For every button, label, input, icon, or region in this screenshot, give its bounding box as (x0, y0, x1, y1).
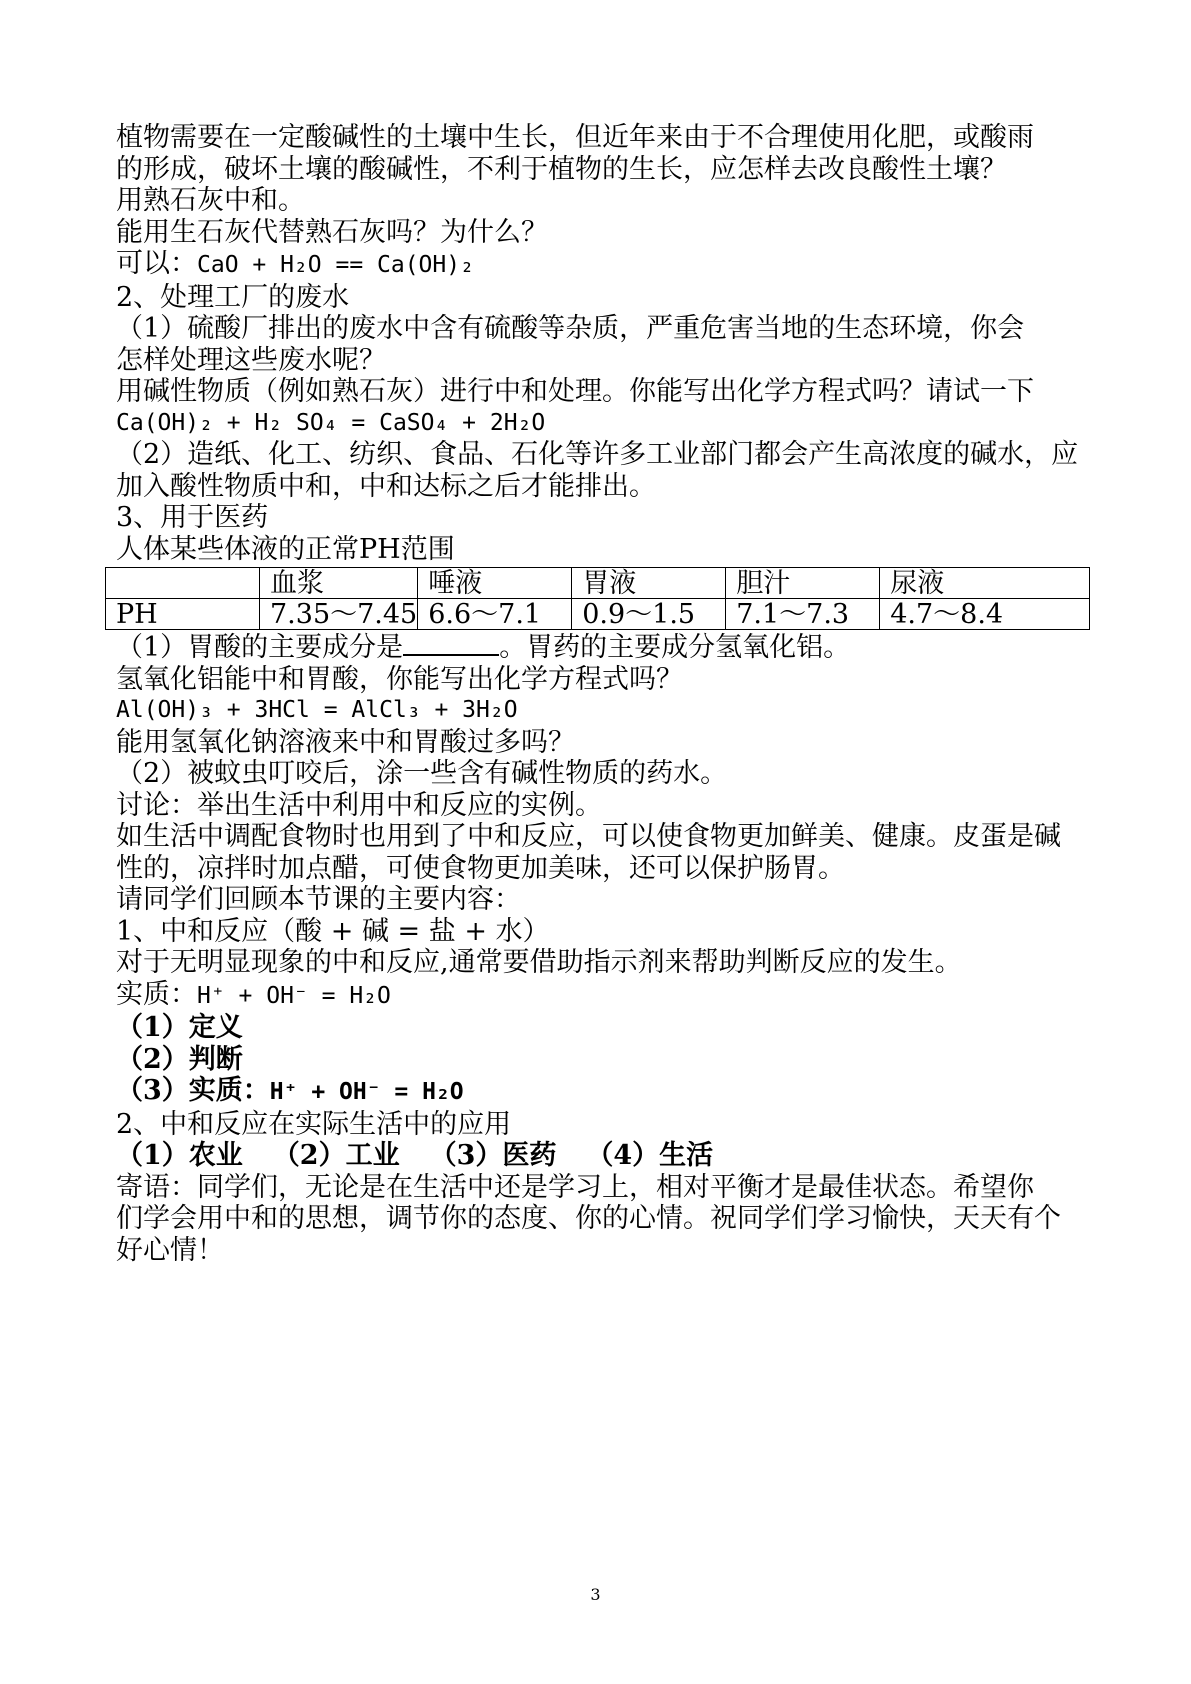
essence-prefix: 实质： (116, 978, 197, 1010)
table-row (106, 599, 1090, 630)
paragraph-line: 性的，凉拌时加点醋，可使食物更加美味，还可以保护肠胃。 (116, 852, 845, 884)
paragraph-line: 能用生石灰代替熟石灰吗？为什么？ (116, 216, 548, 248)
application-item: （2）工业 (272, 1140, 400, 1171)
essence-line (116, 979, 1094, 1013)
answer-blank (403, 632, 499, 656)
paragraph-line: （1）硫酸厂排出的废水中含有硫酸等杂质，严重危害当地的生态环境，你会 (116, 313, 1025, 344)
table-cell: 尿液 (880, 568, 1090, 599)
table-cell (106, 568, 260, 599)
table-cell: 0.9～1.5 (572, 599, 726, 630)
equation-line-cao (116, 248, 1094, 282)
closing-message-line: 寄语：同学们，无论是在生活中还是学习上，相对平衡才是最佳状态。希望你 (116, 1171, 1034, 1203)
equation-aloh3: Al(OH)₃ + 3HCl = AlCl₃ + 3H₂O (116, 697, 518, 723)
table-cell: 唾液 (418, 568, 572, 599)
table-cell: 胃液 (572, 568, 726, 599)
paragraph-line: 氢氧化铝能中和胃酸，你能写出化学方程式吗？ (116, 663, 683, 695)
closing-message-line: 们学会用中和的思想，调节你的态度、你的心情。祝同学们学习愉快，天天有个 (116, 1203, 1061, 1234)
bold-point-prefix: （3）实质： (116, 1075, 270, 1106)
question-line (116, 632, 1094, 664)
bold-point (116, 1075, 1094, 1109)
table-cell: 7.1～7.3 (726, 599, 880, 630)
table-cell: 6.6～7.1 (418, 599, 572, 630)
table-caption: 人体某些体液的正常PH范围 (116, 533, 455, 565)
table-header-row (106, 568, 1090, 599)
table-cell: 胆汁 (726, 568, 880, 599)
equation-essence-bold: H⁺ + OH⁻ = H₂O (269, 1079, 464, 1105)
applications-line (116, 1140, 1094, 1172)
table-cell: 血浆 (260, 568, 418, 599)
equation-cao: CaO + H₂O == Ca(OH)₂ (197, 252, 474, 278)
closing-message-line: 好心情！ (116, 1234, 224, 1266)
paragraph-line: （2）造纸、化工、纺织、食品、石化等许多工业部门都会产生高浓度的碱水，应 (116, 439, 1079, 470)
application-item: （1）农业 (116, 1140, 243, 1171)
document-body (116, 122, 1094, 1266)
question-text: （1）胃酸的主要成分是 (116, 632, 404, 663)
section-heading: 3、用于医药 (116, 502, 269, 533)
equation-caoh2: Ca(OH)₂ + H₂ SO₄ = CaSO₄ + 2H₂O (116, 409, 546, 436)
summary-item: 2、中和反应在实际生活中的应用 (116, 1108, 512, 1140)
paragraph-line: 植物需要在一定酸碱性的土壤中生长，但近年来由于不合理使用化肥，或酸雨 (116, 122, 1034, 153)
equation-prefix: 可以： (116, 248, 197, 279)
table-cell: 7.35～7.45 (260, 599, 418, 630)
summary-item: 1、中和反应（酸 + 碱 = 盐 + 水） (116, 915, 550, 947)
paragraph-line: 对于无明显现象的中和反应,通常要借助指示剂来帮助判断反应的发生。 (116, 947, 962, 978)
paragraph-line: 如生活中调配食物时也用到了中和反应，可以使食物更加鲜美、健康。皮蛋是碱 (116, 821, 1061, 852)
bold-point: （2）判断 (116, 1043, 243, 1075)
paragraph-line: 请同学们回顾本节课的主要内容： (116, 884, 521, 915)
ph-table (105, 567, 1090, 630)
table-cell: 4.7～8.4 (880, 599, 1090, 630)
paragraph-line: 讨论：举出生活中利用中和反应的实例。 (116, 789, 602, 821)
table-cell: PH (106, 599, 260, 630)
paragraph-line: 加入酸性物质中和，中和达标之后才能排出。 (116, 470, 656, 502)
paragraph-line: 能用氢氧化钠溶液来中和胃酸过多吗？ (116, 726, 575, 758)
page-number: 3 (590, 1585, 601, 1604)
paragraph-line: 用碱性物质（例如熟石灰）进行中和处理。你能写出化学方程式吗？请试一下 (116, 376, 1034, 407)
bold-point: （1）定义 (116, 1012, 243, 1043)
application-item: （3）医药 (429, 1140, 557, 1171)
application-item: （4）生活 (586, 1140, 714, 1171)
paragraph-line: （2）被蚊虫叮咬后，涂一些含有碱性物质的药水。 (116, 758, 728, 789)
equation-essence: H⁺ + OH⁻ = H₂O (197, 982, 391, 1009)
section-heading: 2、处理工厂的废水 (116, 281, 350, 313)
paragraph-line: 怎样处理这些废水呢？ (116, 344, 386, 376)
paragraph-line: 的形成，破坏土壤的酸碱性，不利于植物的生长，应怎样去改良酸性土壤？ (116, 153, 1007, 185)
paragraph-line: 用熟石灰中和。 (116, 185, 305, 216)
question-text: 。胃药的主要成分氢氧化铝。 (499, 632, 851, 663)
